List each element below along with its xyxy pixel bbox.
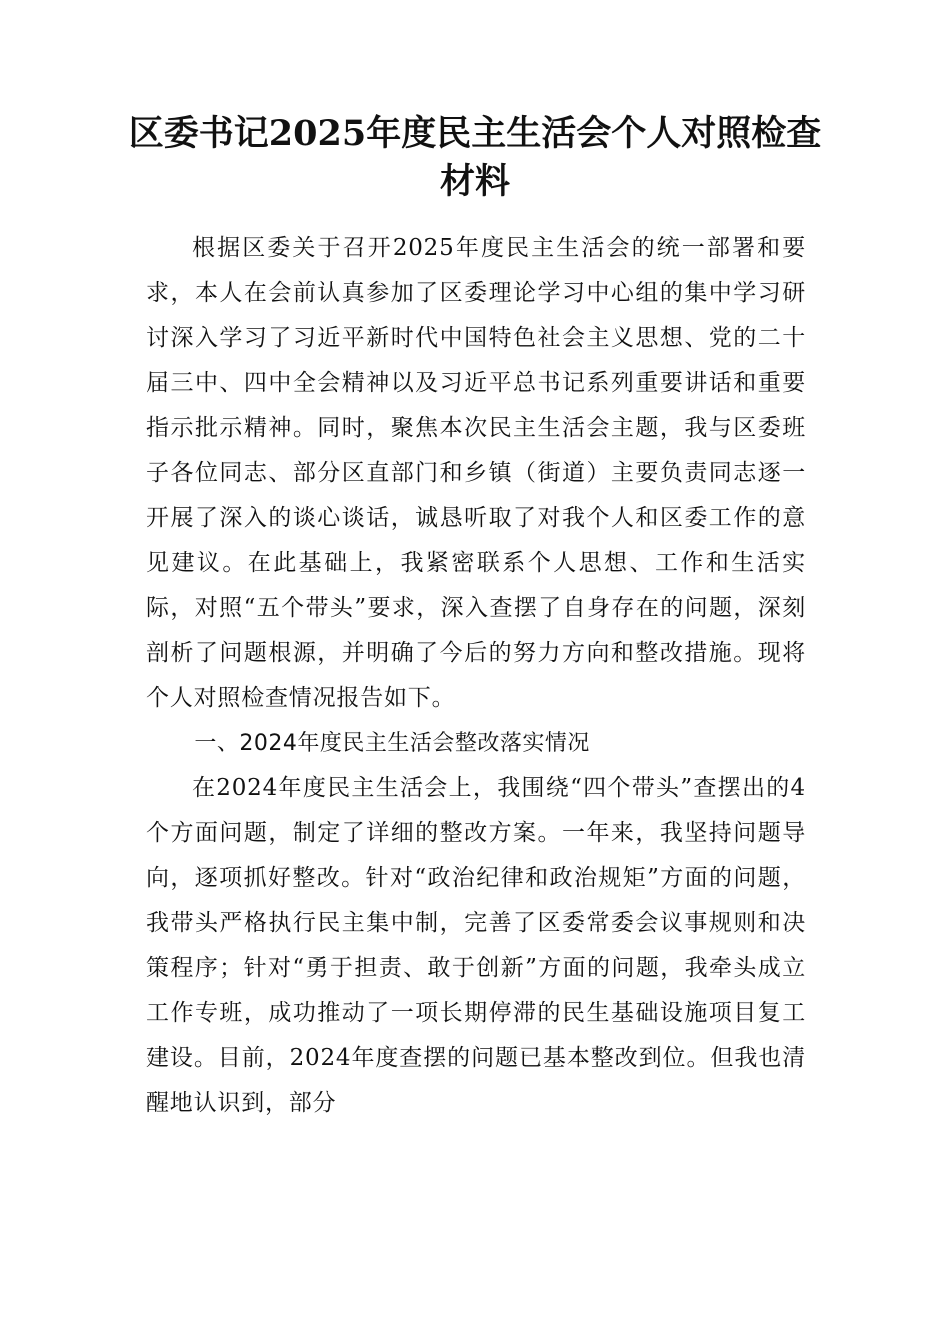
document-body — [146, 226, 806, 1126]
section-1-paragraph: 在2024年度民主生活会上，我围绕“四个带头”查摆出的4个方面问题，制定了详细的整改方案。一年来，我坚持问题导向，逐项抓好整改。针对“政治纪律和政治规矩”方面的问题，我带头严格执行民主集中制，完善了区委常委会议事规则和决策程序；针对“勇于担责、敢于创新”方面的问题，我牵头成立工作专班，成功推动了一项长期停滞的民生基础设施项目复工建设。目前，2024年度查摆的问题已基本整改到位。但我也清醒地认识到，部分 — [146, 775, 806, 1116]
section-heading-1: 一、2024年度民主生活会整改落实情况 — [194, 731, 590, 756]
intro-paragraph: 根据区委关于召开2025年度民主生活会的统一部署和要求，本人在会前认真参加了区委理论学习中心组的集中学习研讨深入学习了习近平新时代中国特色社会主义思想、党的二十届三中、四中全会精神以及习近平总书记系列重要讲话和重要指示批示精神。同时，聚焦本次民主生活会主题，我与区委班子各位同志、部分区直部门和乡镇（街道）主要负责同志逐一开展了深入的谈心谈话，诚恳听取了对我个人和区委工作的意见建议。在此基础上，我紧密联系个人思想、工作和生活实际，对照“五个带头”要求，深入查摆了自身存在的问题，深刻剖析了问题根源，并明确了今后的努力方向和整改措施。现将个人对照检查情况报告如下。 — [146, 235, 806, 711]
document-title: 区委书记2025年度民主生活会个人对照检查材料 — [128, 113, 822, 202]
